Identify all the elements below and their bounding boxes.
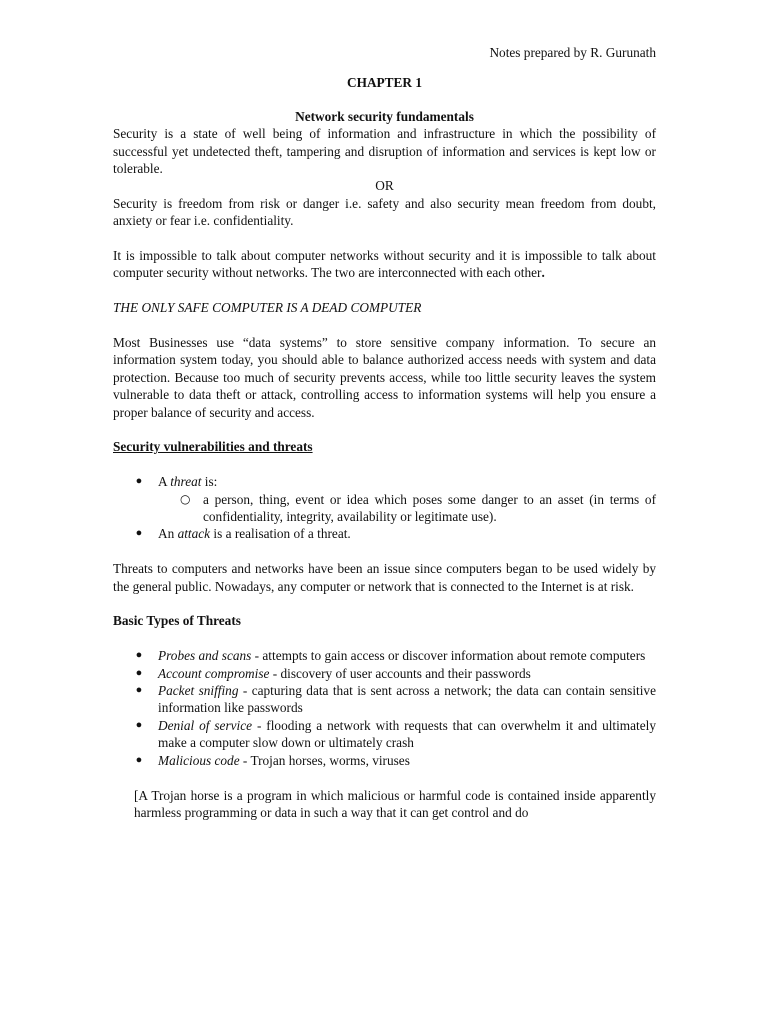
list-item: [113, 752, 656, 769]
list-item: [113, 665, 656, 682]
threat-type-term: Account compromise: [158, 665, 270, 681]
definition-2: Security is freedom from risk or danger i.e. safety and also security mean freedom from doubt, anxiety or fear i.e. confidentiality.: [113, 195, 656, 229]
attack-item-term: attack: [177, 526, 211, 542]
threat-item-term: threat: [170, 474, 202, 490]
list-item: [113, 682, 656, 717]
threat-type-desc: - flooding a network with requests that can overwhelm it and ultimately make a computer slow down or ultimately crash: [158, 717, 656, 751]
threat-type-desc: - Trojan horses, worms, viruses: [239, 752, 410, 768]
or-separator: OR: [375, 178, 394, 194]
threat-sub-list: [158, 491, 656, 526]
chapter-heading: CHAPTER 1: [347, 75, 422, 91]
header-note: Notes prepared by R. Gurunath: [489, 45, 656, 60]
types-heading: Basic Types of Threats: [113, 613, 241, 629]
paragraph-networks-end: .: [541, 265, 545, 281]
list-item: [113, 473, 656, 525]
bullet-icon: ●: [135, 718, 143, 731]
threat-type-term: Probes and scans: [158, 648, 252, 664]
trojan-paragraph: [A Trojan horse is a program in which malicious or harmful code is contained inside apparently harmless programming or data in such a way that it can get control and do: [134, 787, 656, 820]
list-item: [158, 491, 656, 526]
threat-type-term: Packet sniffing: [158, 683, 239, 699]
paragraph-data-systems: Most Businesses use “data systems” to store sensitive company information. To secure an information system today, you should able to balance authorized access needs with system and data protection. Because too much of security prevents access, while too little security leaves the system vulnerable to data theft or attack, controlling access to information systems will help you ensure a proper balance of security and access.: [113, 335, 656, 420]
threat-types-list: [113, 647, 656, 769]
list-item: [113, 647, 656, 664]
threat-type-desc: - discovery of user accounts and their passwords: [269, 665, 531, 681]
attack-item-pre: An: [158, 526, 178, 542]
bullet-icon: ●: [135, 475, 143, 488]
list-item: [113, 525, 656, 542]
threat-item-post: is:: [201, 474, 218, 490]
circle-bullet-icon: ○: [180, 491, 191, 506]
bullet-icon: ●: [135, 527, 143, 540]
bullet-icon: ●: [135, 666, 143, 679]
paragraph-networks: [113, 247, 656, 282]
threat-item-pre: A: [158, 474, 171, 490]
paragraph-networks-text: It is impossible to talk about computer networks without security and it is impossible to talk about computer security without networks. The two are interconnected with each other: [113, 248, 656, 281]
document-page: [113, 44, 656, 821]
threat-type-term: Denial of service: [158, 717, 253, 733]
attack-item-post: is a realisation of a threat.: [210, 526, 351, 542]
threat-sub-text: a person, thing, event or idea which poses some danger to an asset (in terms of confidentiality, integrity, availability or legitimate use).: [203, 491, 656, 525]
threat-type-term: Malicious code: [158, 752, 240, 768]
section-title: Network security fundamentals: [295, 108, 474, 124]
threat-definition-list: [113, 473, 656, 543]
list-item: [113, 717, 656, 752]
definition-1: Security is a state of well being of information and infrastructure in which the possibility of successful yet undetected theft, tampering and disruption of information and services is kept low or tolerable.: [113, 126, 656, 177]
motto-text: THE ONLY SAFE COMPUTER IS A DEAD COMPUTER: [113, 300, 422, 316]
threat-type-desc: - capturing data that is sent across a network; the data can contain sensitive information like passwords: [158, 683, 656, 716]
vulnerabilities-heading-text: Security vulnerabilities and threats: [113, 439, 313, 455]
bullet-icon: ●: [135, 649, 143, 662]
bullet-icon: ●: [135, 684, 143, 697]
motto: [113, 299, 656, 316]
bullet-icon: ●: [135, 753, 143, 766]
paragraph-threats-history: Threats to computers and networks have been an issue since computers began to be used widely by the general public. Nowadays, any computer or network that is connected to the Internet is at risk.: [113, 561, 656, 594]
vulnerabilities-heading: [113, 438, 656, 455]
threat-type-desc: - attempts to gain access or discover information about remote computers: [251, 648, 646, 664]
